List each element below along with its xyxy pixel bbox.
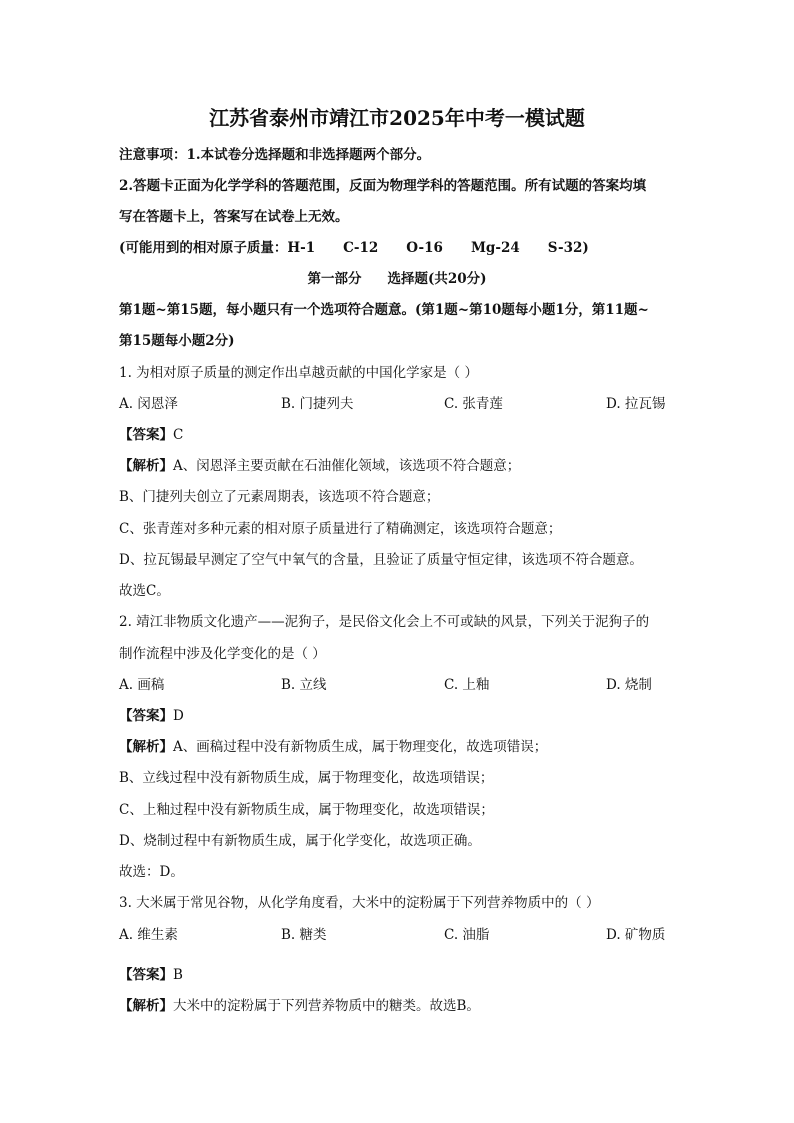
answer-value: B (173, 967, 183, 983)
atomic-mass-line (119, 239, 589, 257)
question-1-answer (119, 426, 183, 444)
question-1-analysis-line-1 (119, 457, 520, 475)
analysis-label: 【解析】 (119, 739, 173, 755)
atomic-mass-c: C-12 (343, 240, 379, 256)
option-c: C. 油脂 (444, 927, 490, 943)
question-1-analysis-line-3: C、张青莲对多种元素的相对原子质量进行了精确测定，该选项符合题意； (119, 521, 562, 537)
option-a: A. 画稿 (119, 677, 165, 693)
section-part: 第一部分 (307, 271, 362, 287)
question-2-conclusion: 故选：D。 (119, 864, 184, 880)
question-2-analysis-line-1 (119, 738, 547, 756)
option-b: B. 糖类 (281, 927, 327, 943)
question-2-answer (119, 707, 184, 725)
atomic-mass-s: S-32) (547, 240, 589, 256)
page-title: 江苏省泰州市靖江市2025年中考一模试题 (209, 106, 585, 130)
question-3-stem: 3. 大米属于常见谷物，从化学角度看，大米中的淀粉属于下列营养物质中的（ ） (119, 895, 600, 911)
answer-label: 【答案】 (119, 427, 173, 443)
question-2-analysis-line-3: C、上釉过程中没有新物质生成，属于物理变化，故选项错误； (119, 802, 494, 818)
question-2-options (119, 676, 679, 694)
atomic-mass-o: O-16 (406, 240, 443, 256)
option-a: A. 闵恩泽 (119, 396, 178, 412)
section-name: 选择题(共20分) (387, 271, 487, 287)
atomic-mass-h: H-1 (287, 240, 316, 256)
question-3-answer (119, 966, 183, 984)
question-2-stem-line-2: 制作流程中涉及化学变化的是（ ） (119, 646, 326, 662)
notice-line-2: 2.答题卡正面为化学学科的答题范围，反面为物理学科的答题范围。所有试题的答案均填 (119, 178, 647, 194)
question-1-analysis-line-4: D、拉瓦锡最早测定了空气中氧气的含量，且验证了质量守恒定律，该选项不符合题意。 (119, 552, 643, 568)
answer-label: 【答案】 (119, 708, 173, 724)
question-2-analysis-line-4: D、烧制过程中有新物质生成，属于化学变化，故选项正确。 (119, 833, 481, 849)
option-c: C. 上釉 (444, 677, 490, 693)
atomic-mass-prefix: (可能用到的相对原子质量： (119, 240, 288, 256)
option-b: B. 立线 (281, 677, 327, 693)
analysis-text: A、画稿过程中没有新物质生成，属于物理变化，故选项错误； (173, 739, 548, 755)
option-a: A. 维生素 (119, 927, 178, 943)
question-3-analysis-line-1 (119, 997, 480, 1015)
answer-value: D (173, 708, 184, 724)
atomic-mass-mg: Mg-24 (470, 240, 520, 256)
option-c: C. 张青莲 (444, 396, 503, 412)
analysis-text: A、闵恩泽主要贡献在石油催化领域，该选项不符合题意； (173, 458, 521, 474)
question-1-conclusion: 故选C。 (119, 583, 170, 599)
question-1-options (119, 395, 679, 413)
section-heading (0, 270, 794, 288)
question-2-analysis-line-2: B、立线过程中没有新物质生成，属于物理变化，故选项错误； (119, 770, 494, 786)
analysis-label: 【解析】 (119, 998, 173, 1014)
instructions-line-1: 第1题~第15题，每小题只有一个选项符合题意。(第1题~第10题每小题1分，第11题~ (119, 302, 649, 318)
option-b: B. 门捷列夫 (281, 396, 354, 412)
answer-label: 【答案】 (119, 967, 173, 983)
option-d: D. 烧制 (606, 677, 652, 693)
question-1-stem: 1. 为相对原子质量的测定作出卓越贡献的中国化学家是（ ） (119, 365, 478, 381)
option-d: D. 矿物质 (606, 927, 666, 943)
analysis-label: 【解析】 (119, 458, 173, 474)
analysis-text: 大米中的淀粉属于下列营养物质中的糖类。故选B。 (173, 998, 480, 1014)
question-3-options (119, 926, 679, 944)
notice-line-1: 注意事项：1.本试卷分选择题和非选择题两个部分。 (119, 147, 431, 163)
question-2-stem-line-1: 2. 靖江非物质文化遗产——泥狗子，是民俗文化会上不可或缺的风景，下列关于泥狗子的 (119, 614, 650, 630)
option-d: D. 拉瓦锡 (606, 396, 666, 412)
instructions-line-2: 第15题每小题2分) (119, 333, 235, 349)
notice-line-3: 写在答题卡上，答案写在试卷上无效。 (119, 209, 349, 225)
answer-value: C (173, 427, 184, 443)
question-1-analysis-line-2: B、门捷列夫创立了元素周期表，该选项不符合题意； (119, 489, 440, 505)
